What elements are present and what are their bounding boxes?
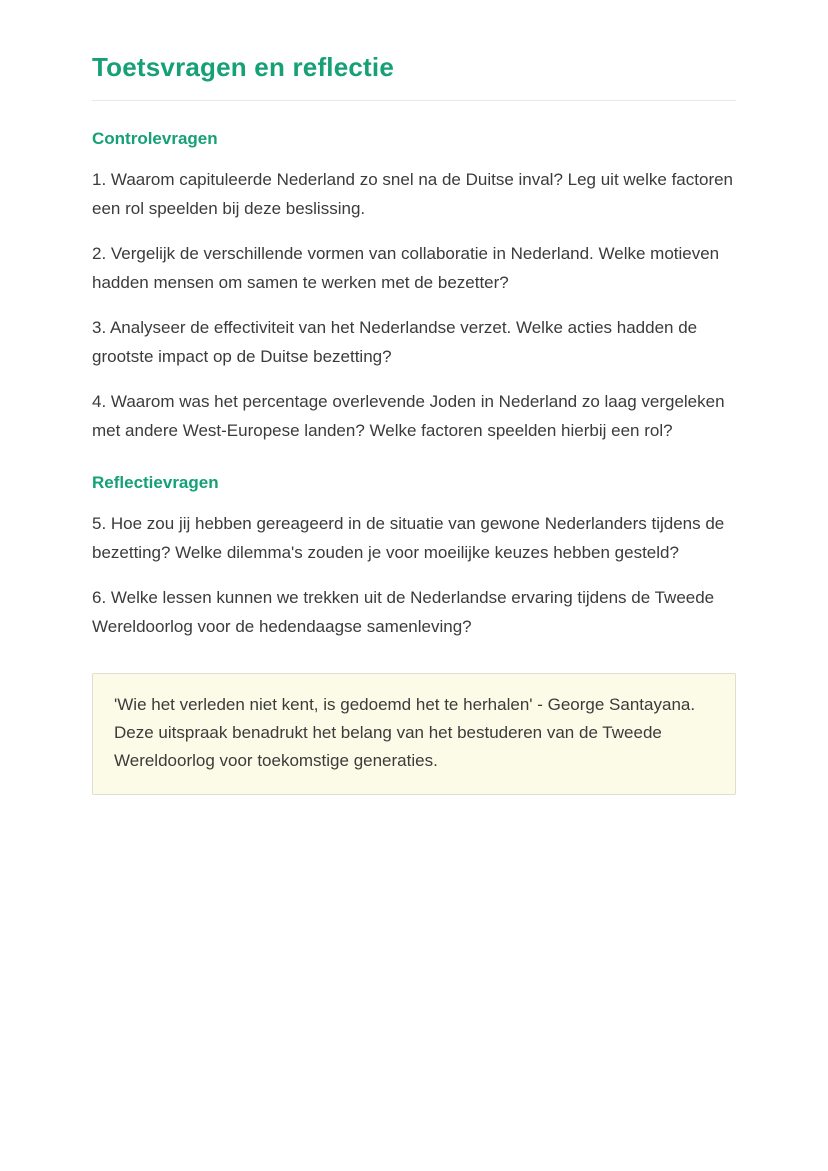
question-3: 3. Analyseer de effectiviteit van het Nederlandse verzet. Welke acties hadden de grootste impact op de Duitse bezetting? [92, 318, 698, 366]
question-5: 5. Hoe zou jij hebben gereageerd in de situatie van gewone Nederlanders tijdens de bezetting? Welke dilemma's zouden je voor moeilijke keuzes hebben gesteld? [92, 514, 725, 562]
question-6: 6. Welke lessen kunnen we trekken uit de Nederlandse ervaring tijdens de Tweede Wereldoorlog voor de hedendaagse samenleving? [92, 588, 715, 636]
title-divider [92, 100, 736, 101]
question-2: 2. Vergelijk de verschillende vormen van collaboratie in Nederland. Welke motieven hadden mensen om samen te werken met de bezetter? [92, 244, 720, 292]
question-4: 4. Waarom was het percentage overlevende Joden in Nederland zo laag vergeleken met andere West-Europese landen? Welke factoren speelden hierbij een rol? [92, 392, 725, 440]
question-1: 1. Waarom capituleerde Nederland zo snel na de Duitse inval? Leg uit welke factoren een rol speelden bij deze beslissing. [92, 170, 734, 218]
quote-text: 'Wie het verleden niet kent, is gedoemd het te herhalen' - George Santayana. Deze uitspraak benadrukt het belang van het bestuderen van de Tweede Wereldoorlog voor toekomstige generaties. [114, 695, 696, 770]
section-heading-controlevragen: Controlevragen [92, 129, 218, 148]
page-title: Toetsvragen en reflectie [92, 52, 394, 82]
section-heading-reflectievragen: Reflectievragen [92, 473, 219, 492]
quote-box [92, 673, 736, 795]
